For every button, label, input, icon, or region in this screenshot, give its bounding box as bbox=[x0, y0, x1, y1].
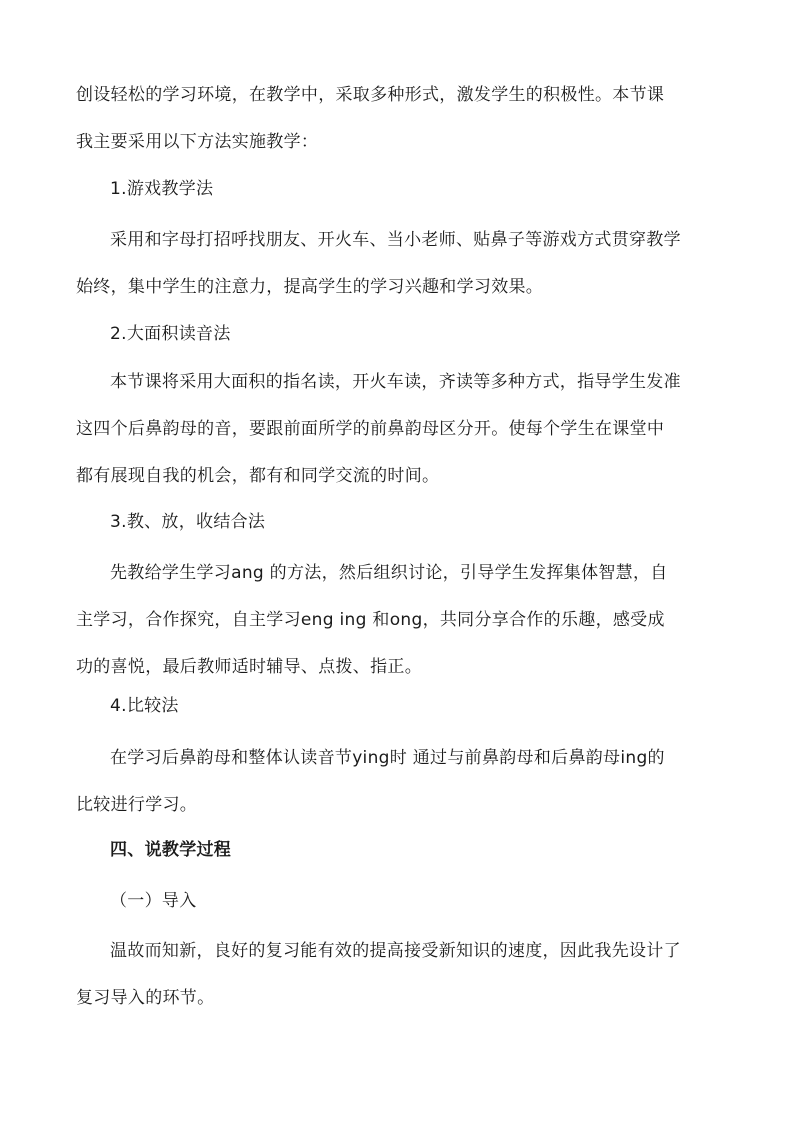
heading-text: 4.比较法 bbox=[110, 696, 179, 716]
paragraph-line: 创设轻松的学习环境，在教学中，采取多种形式，激发学生的积极性。本节课 bbox=[76, 85, 665, 105]
heading-text: 1.游戏教学法 bbox=[110, 179, 214, 199]
paragraph-line: 复习导入的环节。 bbox=[76, 988, 215, 1008]
paragraph-line: 比较进行学习。 bbox=[76, 795, 198, 815]
section-title bbox=[76, 827, 724, 874]
paragraph-line: 采用和字母打招呼找朋友、开火车、当小老师、贴鼻子等游戏方式贯穿教学 bbox=[110, 230, 681, 250]
heading-text: 3.教、放，收结合法 bbox=[110, 512, 266, 532]
paragraph-line: 在学习后鼻韵母和整体认读音节ying时 通过与前鼻韵母和后鼻韵母ing的 bbox=[110, 748, 665, 768]
heading-comparison-method bbox=[76, 683, 724, 730]
paragraph-line: 本节课将采用大面积的指名读，开火车读，齐读等多种方式，指导学生发准 bbox=[110, 372, 681, 392]
heading-reading-method bbox=[76, 311, 724, 358]
heading-teach-release-method bbox=[76, 499, 724, 546]
heading-text: 2.大面积读音法 bbox=[110, 324, 231, 344]
heading-game-method bbox=[76, 166, 724, 213]
paragraph-teach-release-method bbox=[76, 550, 724, 691]
subsection-title bbox=[76, 878, 724, 925]
paragraph-reading-method bbox=[76, 359, 724, 500]
paragraph-line: 都有展现自我的机会，都有和同学交流的时间。 bbox=[76, 466, 440, 486]
paragraph-line: 功的喜悦，最后教师适时辅导、点拨、指正。 bbox=[76, 657, 422, 677]
section-title-text: 四、说教学过程 bbox=[110, 840, 232, 860]
paragraph-intro bbox=[76, 72, 724, 166]
paragraph-comparison-method bbox=[76, 735, 724, 829]
subsection-title-text: （一）导入 bbox=[110, 891, 197, 911]
paragraph-line: 这四个后鼻韵母的音，要跟前面所学的前鼻韵母区分开。使每个学生在课堂中 bbox=[76, 419, 665, 439]
paragraph-line: 主学习，合作探究，自主学习eng ing 和ong，共同分享合作的乐趣，感受成 bbox=[76, 610, 665, 630]
paragraph-line: 始终，集中学生的注意力，提高学生的学习兴趣和学习效果。 bbox=[76, 277, 544, 297]
paragraph-line: 温故而知新，良好的复习能有效的提高接受新知识的速度，因此我先设计了 bbox=[110, 941, 681, 961]
paragraph-introduction-step bbox=[76, 928, 724, 1022]
paragraph-line: 先教给学生学习ang 的方法，然后组织讨论，引导学生发挥集体智慧，自 bbox=[110, 563, 668, 583]
paragraph-line: 我主要采用以下方法实施教学： bbox=[76, 132, 319, 152]
paragraph-game-method bbox=[76, 217, 724, 311]
